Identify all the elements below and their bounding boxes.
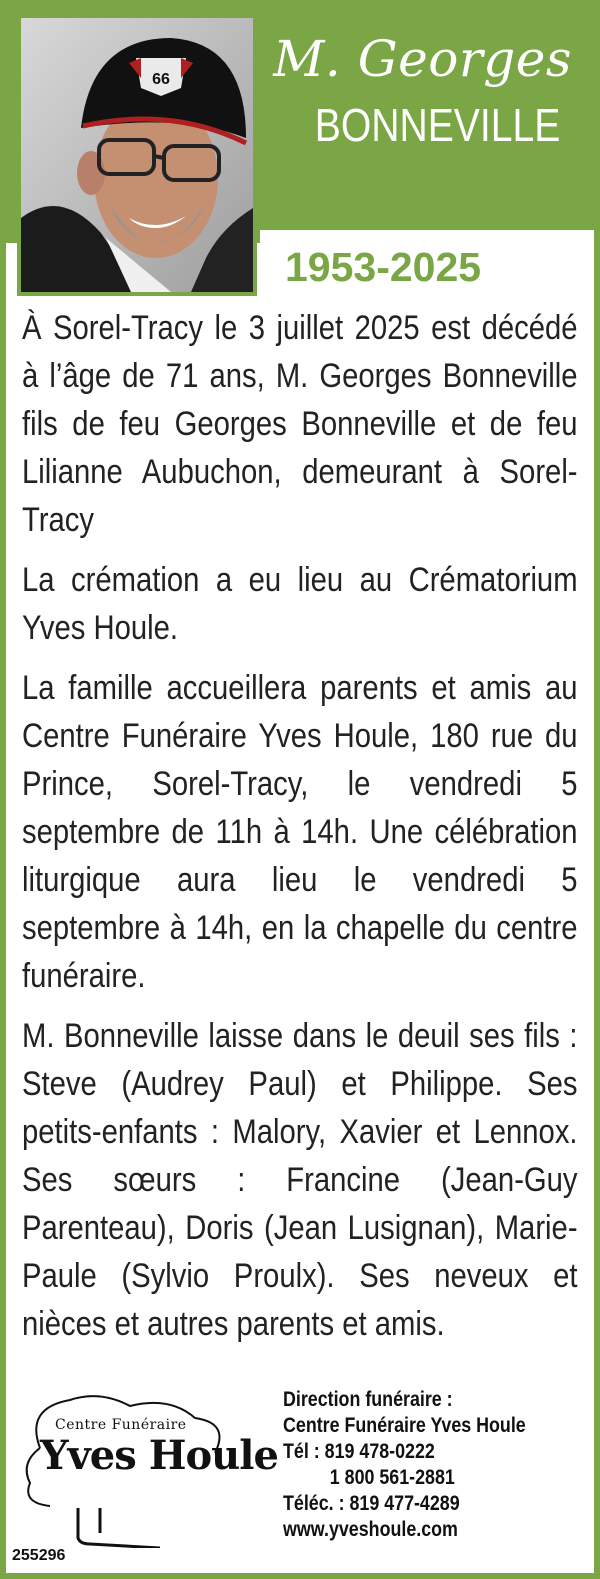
contact-heading: Direction funéraire : [283, 1388, 453, 1411]
logo-title: Yves Houle [40, 1432, 278, 1479]
contact-fax: Téléc. : 819 477-4289 [283, 1492, 460, 1515]
contact-website: www.yveshoule.com [283, 1518, 458, 1541]
paragraph-cremation: La crémation a eu lieu au Crématorium Yves Houle. [22, 561, 578, 647]
obituary-body [22, 304, 578, 1360]
portrait-photo [17, 14, 257, 296]
border-bottom [0, 1573, 600, 1579]
logo-subtitle: Centre Funéraire [55, 1417, 187, 1433]
paragraph-visitation: La famille accueillera parents et amis au Centre Funéraire Yves Houle, 180 rue du Prince, Sorel-Tracy, le vendredi 5 septembre de 11h à 14h. Une célébration liturgique aura lieu le vendredi 5 septembre à 14h, en la chapelle du centre funéraire. [22, 669, 578, 995]
paragraph-death-notice: À Sorel-Tracy le 3 juillet 2025 est décédé à l’âge de 71 ans, M. Georges Bonneville fils de feu Georges Bonneville et de feu Lilianne Aubuchon, demeurant à Sorel-Tracy [22, 309, 578, 539]
contact-phone: Tél : 819 478-0222 [283, 1440, 435, 1463]
ad-reference-number: 255296 [12, 1547, 66, 1564]
contact-phone-tollfree: 1 800 561-2881 [329, 1466, 455, 1489]
paragraph-survivors: M. Bonneville laisse dans le deuil ses fils : Steve (Audrey Paul) et Philippe. Ses petits-enfants : Malory, Xavier et Lennox. Ses sœurs : Francine (Jean-Guy Parenteau), Doris (Jean Lusignan), Marie-Paule (Sylvio Proulx). Ses neveux et nièces et autres parents et amis. [22, 1017, 578, 1343]
life-years: 1953-2025 [285, 244, 482, 290]
contact-company: Centre Funéraire Yves Houle [283, 1414, 526, 1437]
deceased-last-name: BONNEVILLE [314, 99, 561, 151]
contact-block [283, 1387, 583, 1543]
cap-badge: 66 [152, 71, 170, 88]
deceased-first-name: M. Georges [273, 30, 572, 88]
portrait-illustration [21, 18, 253, 292]
border-right [594, 0, 600, 1579]
border-left [0, 0, 6, 1579]
